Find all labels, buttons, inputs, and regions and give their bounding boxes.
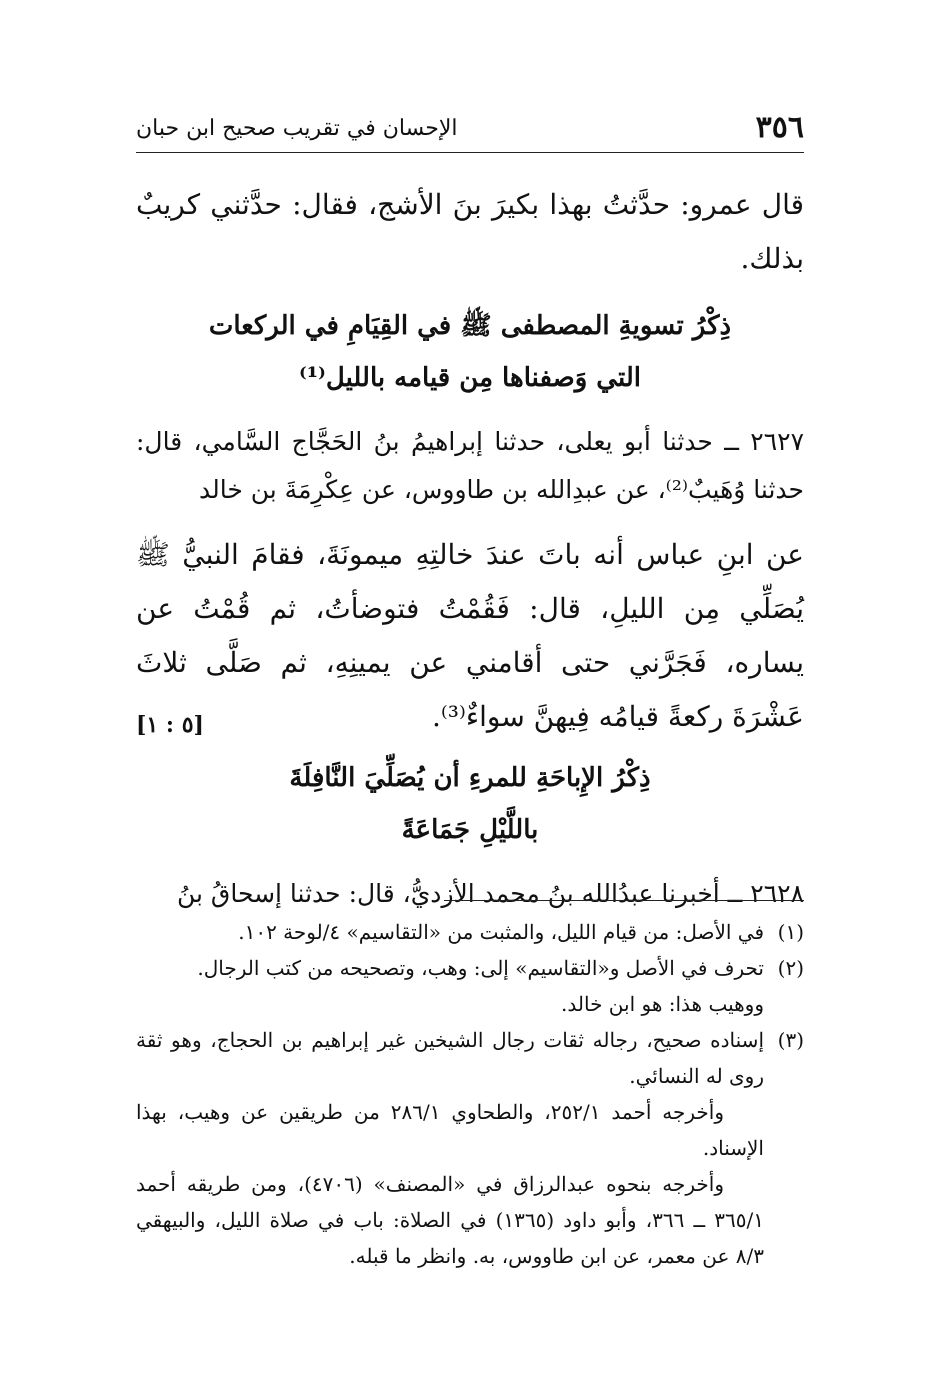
chapter-heading-2-line1: ذِكْرُ الإِباحَةِ للمرءِ أن يُصَلِّيَ النَّافِلَةَ — [289, 763, 651, 793]
main-text — [136, 178, 804, 932]
footnote-3-number: (٣) — [777, 1028, 804, 1052]
hadith-2627-matn-block — [136, 528, 804, 744]
footnote-3-paragraph-3: وأخرجه بنحوه عبدالرزاق في «المصنف» (٤٧٠٦)، ومن طريقه أحمد ٣٦٥/١ ــ ٣٦٦، وأبو داود (١٣٦٥) في الصلاة: باب في صلاة الليل، والبيهقي ٨/٣ عن معمر، عن ابن طاووس، به. وانظر ما قبله. — [136, 1172, 764, 1268]
opening-paragraph: قال عمرو: حدَّثتُ بهذا بكيرَ بنَ الأشج، فقال: حدَّثني كريبٌ بذلك. — [136, 188, 804, 275]
footnote-2 — [136, 950, 804, 986]
page-number: ٣٥٦ — [755, 110, 804, 145]
footnote-1 — [136, 914, 804, 950]
chapter-heading-1-line2: التي وَصفناها مِن قيامه بالليل⁽¹⁾ — [299, 363, 641, 393]
footnote-3-text: إسناده صحيح، رجاله ثقات رجال الشيخين غير إبراهيم بن الحجاج، وهو ثقة روى له النسائي. — [136, 1028, 764, 1088]
footnote-2-continuation: ووهيب هذا: هو ابن خالد. — [561, 992, 764, 1016]
footnote-1-text: في الأصل: من قيام الليل، والمثبت من «التقاسيم» ٤/لوحة ١٠٢. — [238, 920, 764, 944]
header-divider — [136, 152, 804, 153]
footnote-1-number: (١) — [777, 920, 804, 944]
chapter-heading-1 — [136, 300, 804, 404]
hadith-2627-isnad: ٢٦٢٧ ــ حدثنا أبو يعلى، حدثنا إبراهيمُ بنُ الحَجَّاج السَّامي، قال: حدثنا وُهَيبٌ⁽²⁾، عن عبدِالله بن طاووس، عن عِكْرِمَةَ بن خالد — [136, 427, 804, 504]
hadith-2627-matn: عن ابنِ عباس أنه باتَ عندَ خالتِهِ ميمونَةَ، فقامَ النبيُّ ﷺ يُصَلِّي مِن الليلِ، قال: فَقُمْتُ فتوضأتُ، ثم قُمْتُ عن يساره، فَجَرَّني حتى أقامني عن يمينِهِ، ثم صَلَّى ثلاثَ عَشْرَةَ ركعةً قيامُه فِيهنَّ سواءٌ⁽³⁾. — [136, 538, 804, 733]
chapter-heading-1-line1: ذِكْرُ تسويةِ المصطفى ﷺ في القِيَامِ في الركعات — [208, 311, 732, 341]
chapter-heading-2-line2: باللَّيْلِ جَمَاعَةً — [401, 815, 539, 845]
running-title: الإحسان في تقريب صحيح ابن حبان — [136, 116, 458, 141]
footnote-2-text: تحرف في الأصل و«التقاسيم» إلى: وهب، وتصحيحه من كتب الرجال. — [197, 956, 764, 980]
chapter-heading-2 — [136, 752, 804, 856]
footnote-2-number: (٢) — [777, 956, 804, 980]
footnote-3-paragraph-2: وأخرجه أحمد ٢٥٢/١، والطحاوي ٢٨٦/١ من طريقين عن وهيب، بهذا الإسناد. — [136, 1100, 764, 1160]
hadith-2628-start: ٢٦٢٨ ــ أخبرنا عبدُالله بنُ محمد الأزديُّ، قال: حدثنا إسحاقُ بنُ — [177, 879, 804, 908]
footnotes — [136, 914, 804, 1274]
page-header — [136, 108, 804, 148]
footnote-divider — [444, 900, 804, 901]
hadith-grade-reference: [٥ : ١] — [136, 712, 204, 738]
footnote-3 — [136, 1022, 804, 1094]
